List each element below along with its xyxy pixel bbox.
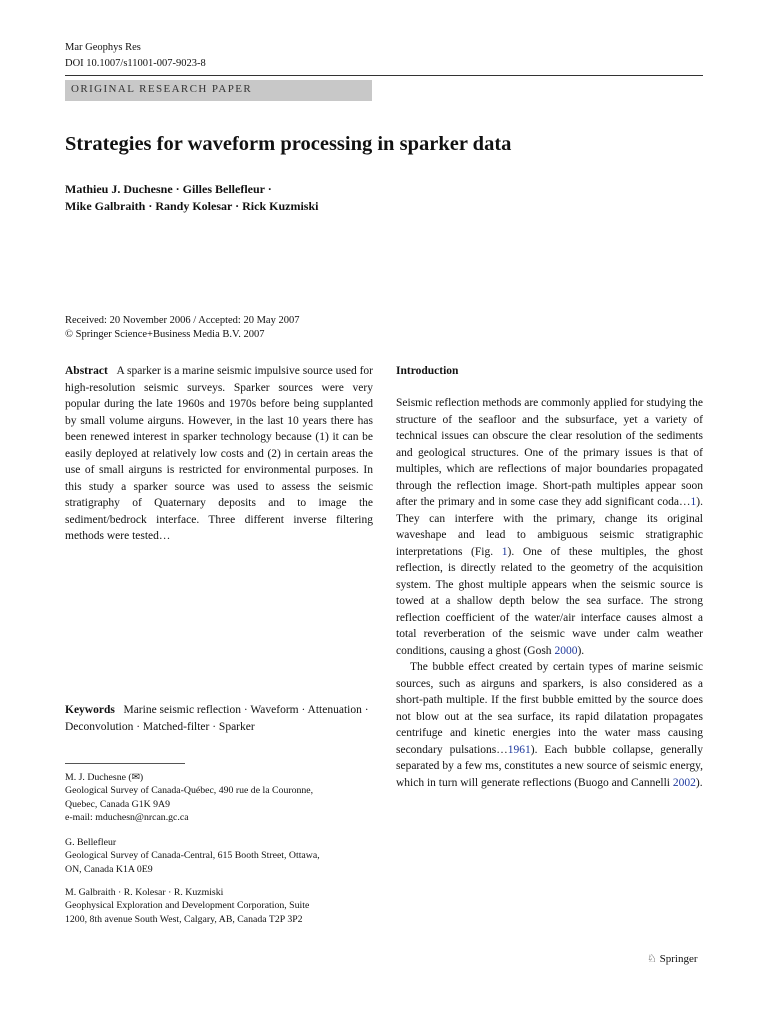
affiliation-email[interactable]: e-mail: mduchesn@nrcan.gc.ca (65, 812, 189, 824)
keywords-label: Keywords (65, 704, 115, 716)
citation-reference[interactable]: 2002 (672, 776, 696, 789)
article-type-banner (65, 80, 372, 101)
abstract-text: A sparker is a marine seismic impulsive source used for high-resolution seismic surveys. Sparker sources were very popular during the late 1960s and 1970s before being supplanted by small volume airguns. However, in the last 10 years there has been renewed interest in sparker technology because (1) it can be easily deployed at relatively low costs and (2) in certain areas the use of small airguns is restricted for environmental purposes. In this study a sparker source was used to assess the seismic stratigraphy of Quaternary deposits and to image the sediment/bedrock interface. Three different inverse filtering methods were tested… (65, 365, 373, 542)
abstract-label: Abstract (65, 365, 108, 377)
header-rule (65, 75, 703, 76)
keywords (65, 702, 373, 735)
introduction-paragraph (396, 395, 703, 659)
keywords-text: Marine seismic reflection · Waveform · Attenuation · Deconvolution · Matched-filter · Sparker (65, 704, 369, 733)
article-type-label: ORIGINAL RESEARCH PAPER (71, 83, 253, 95)
publication-dates (65, 314, 299, 341)
paragraph-text: ). They can interfere with the primary, change its original waveshape and lead to ambiguous seismic stratigraphic interpretations (Fig. (396, 496, 703, 558)
journal-name: Mar Geophys Res (65, 42, 141, 53)
affiliation-rule (65, 763, 185, 764)
introduction-paragraph (396, 659, 703, 791)
affiliation-address: ON, Canada K1A 0E9 (65, 863, 153, 875)
affiliation-author: M. J. Duchesne (✉) (65, 772, 144, 783)
affiliation-address: Geological Survey of Canada-Québec, 490 rue de la Couronne, (65, 785, 314, 797)
affiliation-author: G. Bellefleur (65, 837, 117, 848)
paragraph-text: The bubble effect created by certain types of marine seismic sources, such as airguns and sparkers, is also considered as a short-path multiple. If the first bubble emitted by the source does not blow out at the sea surface, its rapid dilatation propagates centrifuge and kinetic energies into the water mass causing secondary pulsations… (396, 661, 703, 756)
paragraph-text: ). One of these multiples, the ghost reflection, is directly related to the geometry of the acquisition system. The ghost multiple appears when the seismic source is towed at a shallow depth below the sea surface. The strong reflection coefficient of the water/air interface causes almost a total reverberation of the seismic wave under calm weather conditions, causing a ghost (Gosh (396, 545, 703, 657)
paragraph-text: ). (577, 644, 585, 657)
paragraph-text: Seismic reflection methods are commonly applied for studying the structure of the seafloor and the subsurface, yet a variety of technical issues can obscure the clear resolution of the sediments and geological structures. One of the primary issues is that of multiples, which are reflections of major boundaries propagated through the reflection image. Short-path multiples appear soon after the primary and in some case they add significant coda… (396, 397, 703, 508)
affiliation-1 (65, 771, 375, 825)
received-accepted: Received: 20 November 2006 / Accepted: 20 May 2007 (65, 315, 300, 326)
affiliation-address: Quebec, Canada G1K 9A9 (65, 798, 171, 810)
figure-reference[interactable]: 1 (690, 496, 697, 508)
author-line: Mathieu J. Duchesne · Gilles Bellefleur · (65, 182, 272, 196)
affiliation-address: Geophysical Exploration and Development Corporation, Suite (65, 900, 310, 912)
affiliation-address: 1200, 8th avenue South West, Calgary, AB, Canada T2P 3P2 (65, 913, 303, 925)
introduction-heading: Introduction (396, 365, 459, 377)
abstract (65, 363, 373, 545)
doi: DOI 10.1007/s11001-007-9023-8 (65, 58, 206, 69)
introduction-body (396, 395, 703, 791)
author-line: Mike Galbraith · Randy Kolesar · Rick Kuzmiski (65, 199, 319, 213)
affiliation-author: M. Galbraith · R. Kolesar · R. Kuzmiski (65, 887, 224, 898)
publisher-name: Springer (659, 953, 698, 965)
figure-reference[interactable]: 1 (501, 545, 508, 558)
publisher-logo (647, 952, 698, 965)
affiliation-2 (65, 836, 375, 876)
author-list (65, 181, 318, 215)
paragraph-text: ). (695, 776, 703, 789)
springer-horse-icon: ♘ (647, 953, 657, 965)
citation-reference[interactable]: 1961 (507, 743, 531, 756)
paper-title: Strategies for waveform processing in sparker data (65, 133, 512, 155)
affiliation-3 (65, 886, 375, 926)
affiliation-address: Geological Survey of Canada-Central, 615 Booth Street, Ottawa, (65, 850, 320, 862)
copyright-notice: © Springer Science+Business Media B.V. 2007 (65, 328, 265, 340)
citation-reference[interactable]: 2000 (554, 644, 578, 657)
paragraph-text: ). Each bubble collapse, generally separated by a few ms, constitutes a new source of seismic energy, which in turn will generate reflections (Buogo and Cannelli (396, 743, 703, 789)
